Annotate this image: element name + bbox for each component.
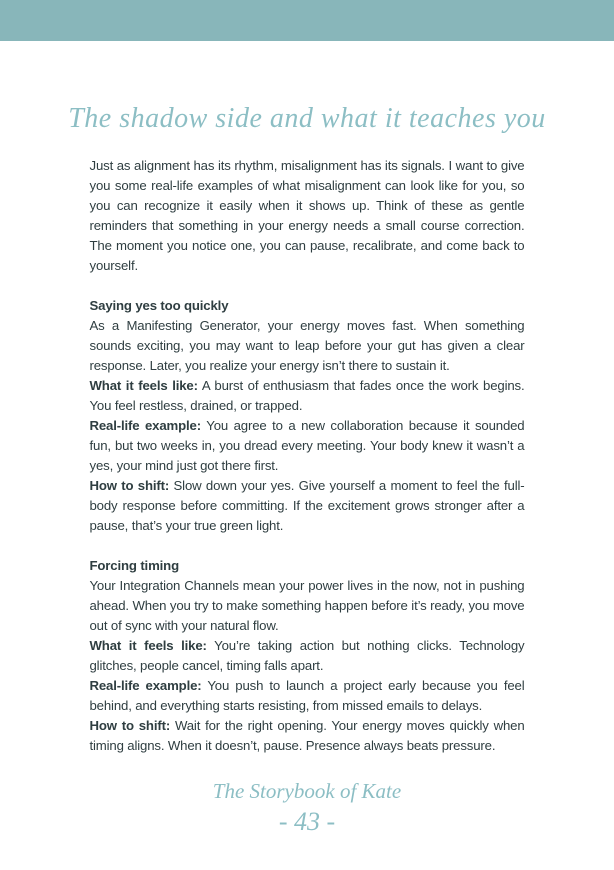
section-item-paragraph	[90, 636, 525, 676]
header-accent-bar	[0, 0, 614, 41]
lead-in-label: What it feels like:	[89, 638, 207, 653]
section-body-paragraph: As a Manifesting Generator, your energy moves fast. When something sounds exciting, you may want to leap before your gut has given a clear response. Later, you realize your energy isn’t there to sustain it.	[89, 318, 525, 373]
page-title: The shadow side and what it teaches you	[68, 103, 546, 134]
lead-in-text: Slow down your yes. Give yourself a moment to feel the full-body response before committing. If the excitement grows stronger after a pause, that’s your true green light.	[89, 478, 525, 533]
lead-in-text: You push to launch a project early because you feel behind, and everything starts resisting, from missed emails to delays.	[89, 678, 525, 713]
book-title: The Storybook of Kate	[212, 779, 402, 803]
lead-in-label: Real-life example:	[89, 678, 202, 693]
section-item-paragraph	[90, 716, 525, 756]
page-number: - 43 -	[278, 807, 336, 836]
lead-in-text: You’re taking action but nothing clicks. Technology glitches, people cancel, timing falls apart.	[89, 638, 525, 673]
section-item-paragraph	[90, 676, 525, 716]
section-item-paragraph	[90, 416, 525, 476]
lead-in-label: How to shift:	[89, 478, 170, 493]
lead-in-label: How to shift:	[89, 718, 171, 733]
section-heading: Forcing timing	[89, 558, 179, 573]
section-item-paragraph	[90, 376, 525, 416]
section-heading: Saying yes too quickly	[89, 298, 229, 313]
lead-in-text: A burst of enthusiasm that fades once the work begins. You feel restless, drained, or trapped.	[89, 378, 525, 413]
lead-in-label: What it feels like:	[89, 378, 198, 393]
lead-in-text: You agree to a new collaboration because it sounded fun, but two weeks in, you dread every meeting. Your body knew it wasn’t a yes, your mind just got there first.	[89, 418, 525, 473]
page-content	[90, 156, 525, 756]
page-footer	[0, 779, 614, 837]
intro-paragraph: Just as alignment has its rhythm, misalignment has its signals. I want to give you some real-life examples of what misalignment can look like for you, so you can recognize it easily when it shows up. Think of these as gentle reminders that something in your energy needs a small course correction. The moment you notice one, you can pause, recalibrate, and come back to yourself.	[89, 158, 525, 273]
section-item-paragraph	[90, 476, 525, 536]
section-forcing-timing	[90, 556, 525, 756]
section-saying-yes-too-quickly	[90, 296, 525, 536]
lead-in-label: Real-life example:	[89, 418, 201, 433]
lead-in-text: Wait for the right opening. Your energy moves quickly when timing aligns. When it doesn’t, pause. Presence always beats pressure.	[89, 718, 525, 753]
section-body-paragraph: Your Integration Channels mean your power lives in the now, not in pushing ahead. When you try to make something happen before it’s ready, you move out of sync with your natural flow.	[89, 578, 525, 633]
